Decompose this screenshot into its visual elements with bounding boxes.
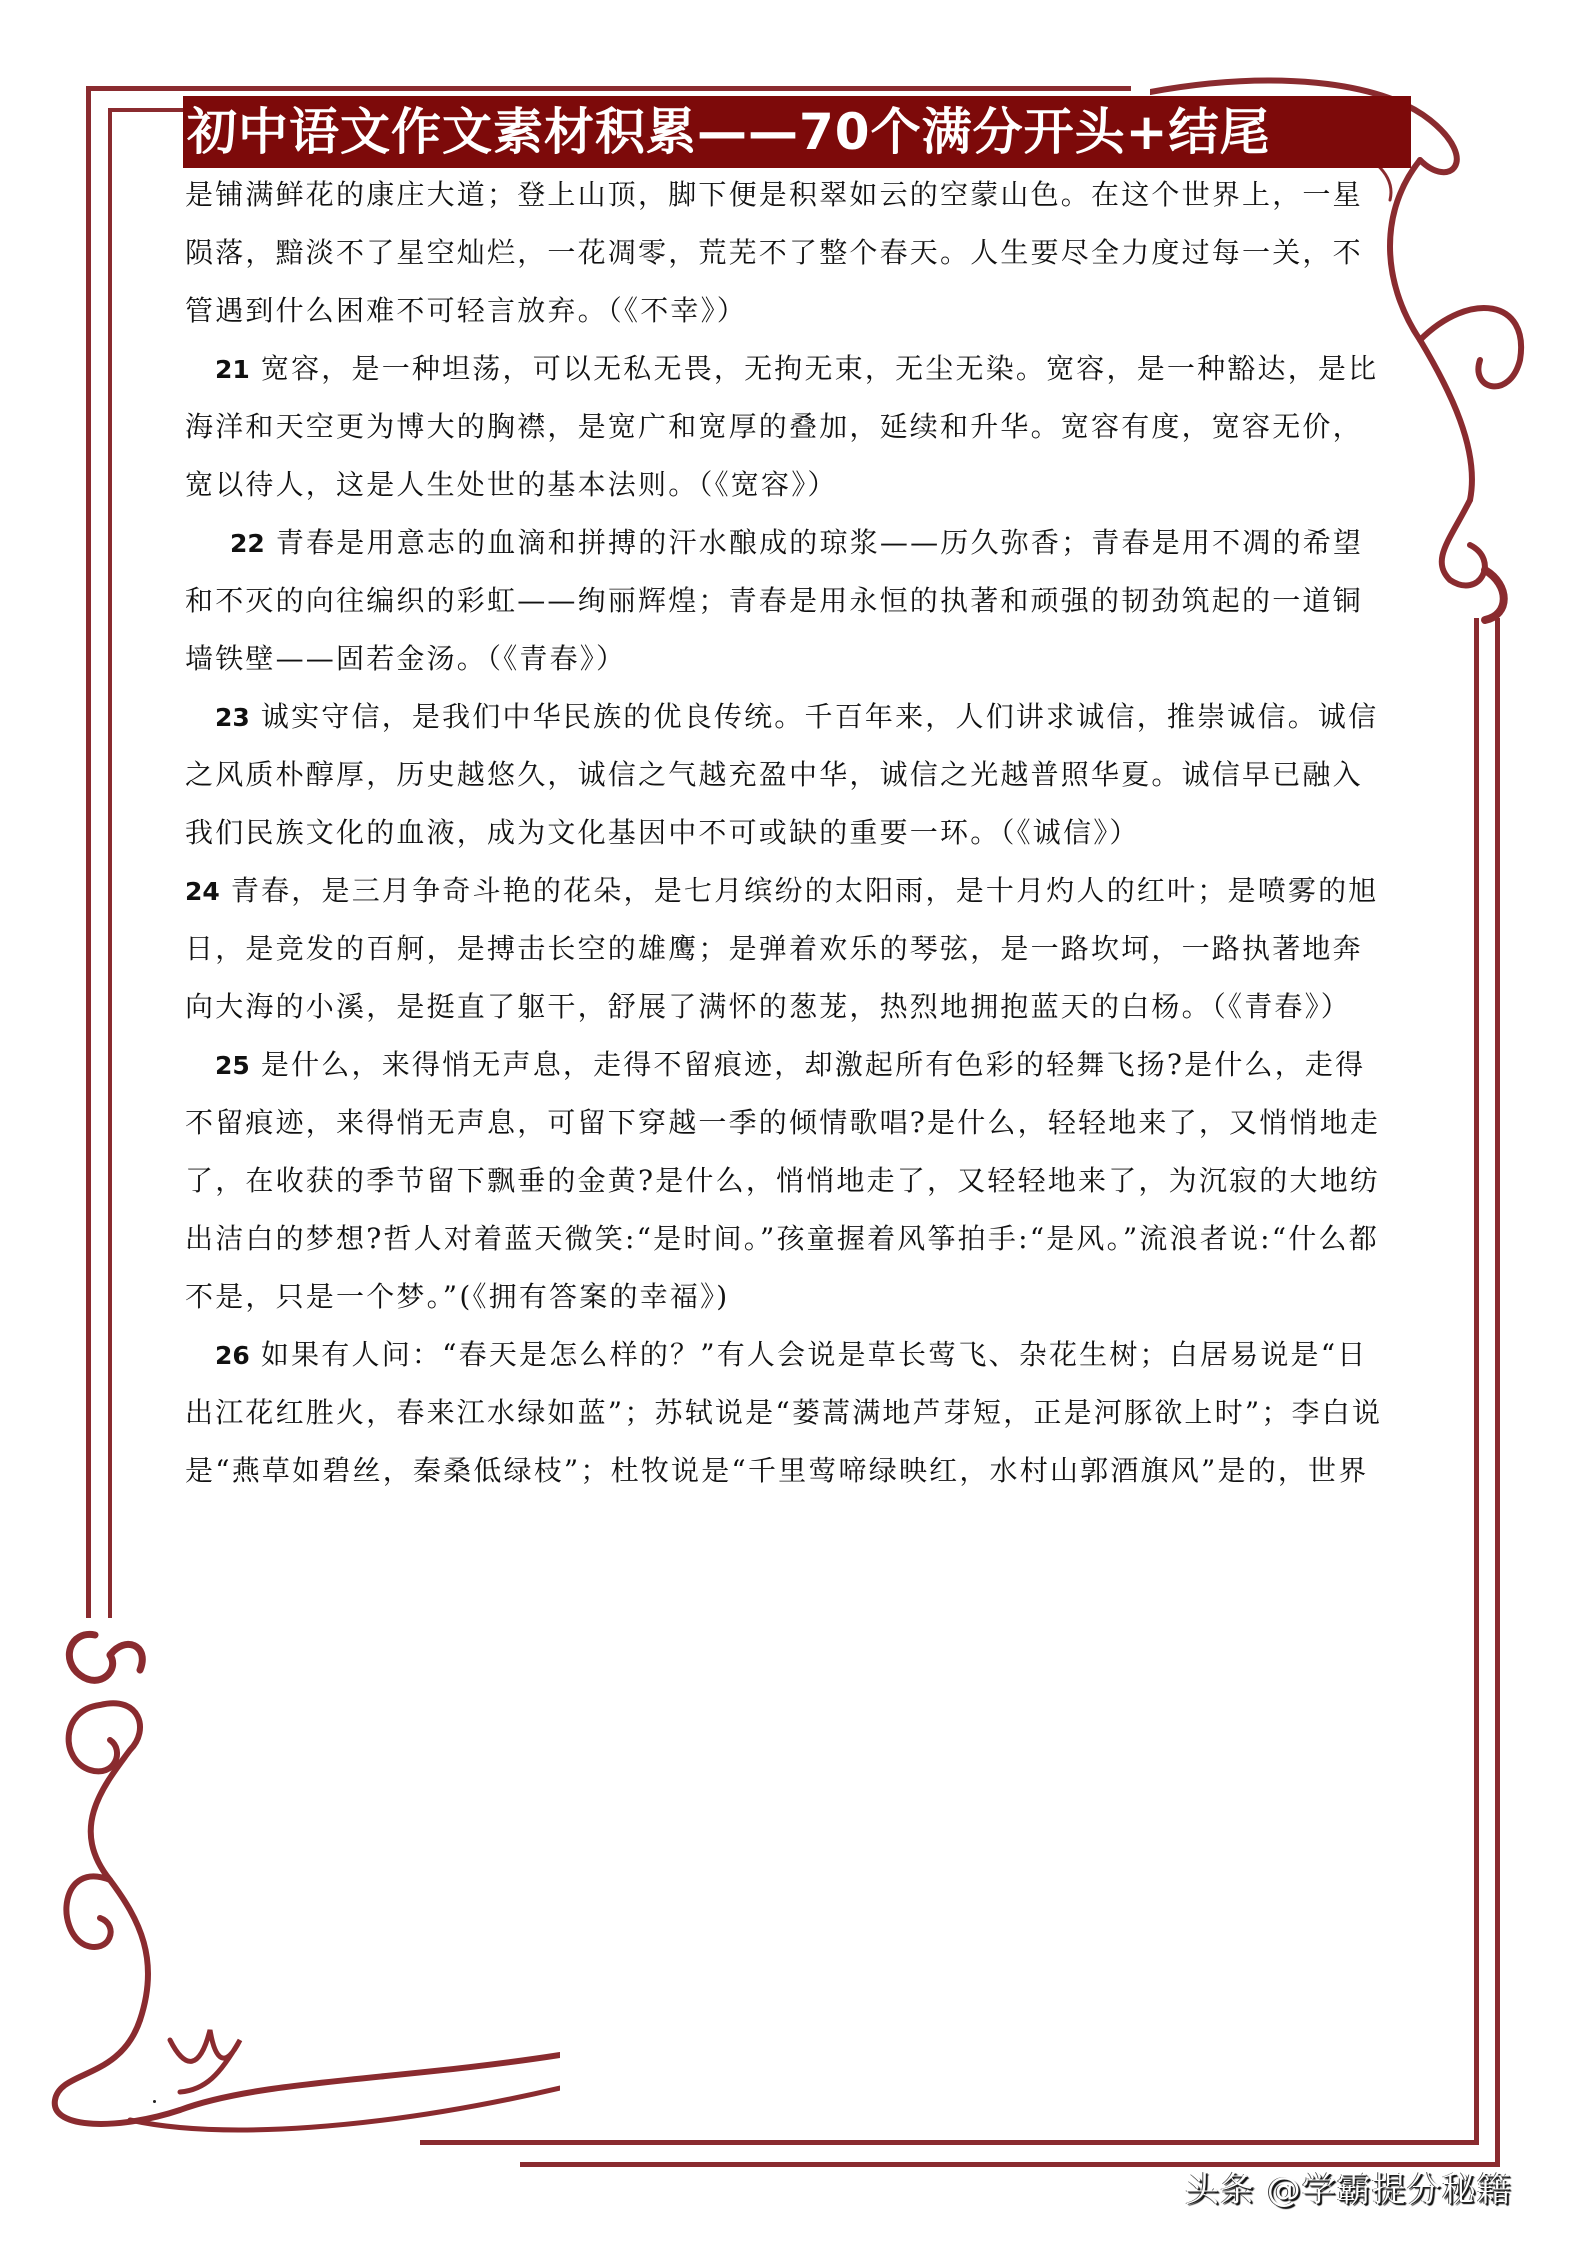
paragraph-line: 了，在收获的季节留下飘垂的金黄?是什么，悄悄地走了，又轻轻地来了，为沉寂的大地纺 (185, 1164, 1381, 1197)
paragraph-line-text: 是什么，来得悄无声息，走得不留痕迹，却激起所有色彩的轻舞飞扬?是什么，走得 (260, 1048, 1366, 1081)
paragraph-line-text: 青春是用意志的血滴和拼搏的汗水酿成的琼浆——历久弥香；青春是用不凋的希望 (275, 526, 1364, 559)
paragraph-line: 宽以待人，这是人生处世的基本法则。（《宽容》） (185, 468, 838, 501)
paragraph-23-first-line (185, 688, 1445, 746)
paragraph-26-first-line (185, 1326, 1445, 1384)
paragraph-line: 管遇到什么困难不可轻言放弃。（《不幸》） (185, 294, 748, 327)
paragraph-line: 不留痕迹，来得悄无声息，可留下穿越一季的倾情歌唱?是什么，轻轻地来了，又悄悄地走 (185, 1106, 1381, 1139)
paragraph-line: 我们民族文化的血液，成为文化基因中不可或缺的重要一环。（《诚信》） (185, 816, 1140, 849)
paragraph-number: 21 (215, 355, 250, 384)
paragraph-21-first-line (185, 340, 1445, 398)
stray-dot (153, 2100, 156, 2103)
paragraph-line-text: 诚实守信，是我们中华民族的优良传统。千百年来，人们讲求诚信，推崇诚信。诚信 (260, 700, 1379, 733)
paragraph-line: 不是，只是一个梦。”(《拥有答案的幸福》) (185, 1280, 730, 1313)
paragraph-line: 陨落，黯淡不了星空灿烂，一花凋零，荒芜不了整个春天。人生要尽全力度过每一关，不 (185, 236, 1363, 269)
paragraph-number: 26 (215, 1341, 250, 1370)
paragraph-number: 25 (215, 1051, 250, 1080)
paragraph-line: 向大海的小溪，是挺直了躯干，舒展了满怀的葱茏，热烈地拥抱蓝天的白杨。（《青春》） (185, 990, 1352, 1023)
paragraph-number: 23 (215, 703, 250, 732)
paragraph-line-text: 如果有人问：“春天是怎么样的？”有人会说是草长莺飞、杂花生树；白居易说是“日 (260, 1338, 1368, 1371)
paragraph-line: 和不灭的向往编织的彩虹——绚丽辉煌；青春是用永恒的执著和顽强的韧劲筑起的一道铜 (185, 584, 1363, 617)
paragraph-line: 墙铁壁——固若金汤。（《青春》） (185, 642, 627, 675)
paragraph-line: 海洋和天空更为博大的胸襟，是宽广和宽厚的叠加，延续和升华。宽容有度，宽容无价， (185, 410, 1363, 443)
paragraph-number: 22 (230, 529, 265, 558)
paragraph-line: 是铺满鲜花的康庄大道；登上山顶，脚下便是积翠如云的空蒙山色。在这个世界上，一星 (185, 178, 1363, 211)
frame-inner-left (108, 108, 112, 1618)
frame-inner-top (108, 108, 188, 112)
document-body (185, 166, 1445, 1500)
paragraph-line: 出洁白的梦想?哲人对着蓝天微笑:“是时间。”孩童握着风筝拍手:“是风。”流浪者说:“什么都 (185, 1222, 1379, 1255)
paragraph-25-first-line (185, 1036, 1445, 1094)
paragraph-line-text: 青春，是三月争奇斗艳的花朵，是七月缤纷的太阳雨，是十月灼人的红叶；是喷雾的旭 (230, 874, 1379, 907)
paragraph-number: 24 (185, 877, 220, 906)
frame-outer-top (86, 86, 1131, 91)
paragraph-line: 日，是竞发的百舸，是搏击长空的雄鹰；是弹着欢乐的琴弦，是一路坎坷，一路执著地奔 (185, 932, 1363, 965)
paragraph-line: 是“燕草如碧丝，秦桑低绿枝”；杜牧说是“千里莺啼绿映红，水村山郭酒旗风”是的，世界 (185, 1454, 1369, 1487)
frame-inner-bottom (420, 2140, 1479, 2145)
frame-outer-left (86, 86, 91, 506)
page-title: 初中语文作文素材积累——70个满分开头+结尾 (183, 96, 1411, 168)
frame-inner-right (1474, 618, 1479, 2143)
frame-outer-right (1495, 618, 1500, 2166)
paragraph-line: 出江花红胜火，春来江水绿如蓝”；苏轼说是“蒌蒿满地芦芽短，正是河豚欲上时”；李白说 (185, 1396, 1383, 1429)
flourish-bottom-left-icon (0, 1600, 560, 2200)
paragraph-line: 之风质朴醇厚，历史越悠久，诚信之气越充盈中华，诚信之光越普照华夏。诚信早已融入 (185, 758, 1363, 791)
paragraph-24-first-line (185, 862, 1445, 920)
paragraph-line-text: 宽容，是一种坦荡，可以无私无畏，无拘无束，无尘无染。宽容，是一种豁达，是比 (260, 352, 1379, 385)
watermark: 头条 @学霸提分秘籍 (1185, 2170, 1512, 2210)
frame-outer-left-mid (86, 506, 91, 1618)
paragraph-22-first-line (185, 514, 1445, 572)
